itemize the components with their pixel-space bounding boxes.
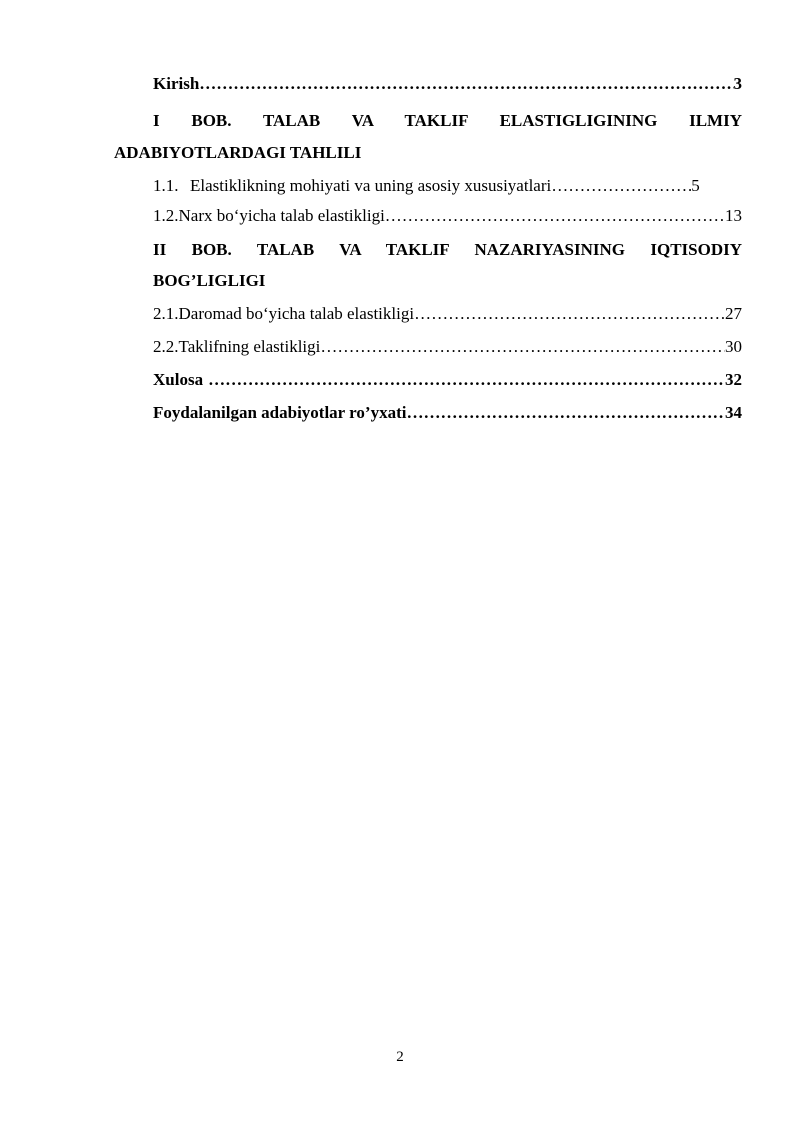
toc-leader-dots: [385, 205, 725, 227]
toc-entry-1-1: [153, 175, 742, 197]
toc-chapter-1-line1: I BOB. TALAB VA TAKLIF ELASTIGLIGINING ILMIY: [153, 111, 742, 130]
toc-leader-dots: [551, 175, 691, 197]
toc-entry-number: 2.1.: [153, 304, 179, 323]
toc-leader-dots: [320, 336, 725, 358]
toc-entry-page: 32: [725, 370, 742, 389]
toc-entry-number: 1.2.: [153, 206, 179, 225]
toc-entry-title: Taklifning elastikligi: [178, 337, 321, 356]
toc-entry-2-1: [153, 303, 742, 325]
toc-entry-number: 2.2.: [153, 337, 179, 356]
toc-leader-dots: [203, 369, 725, 391]
toc-chapter-2-line2: BOG’LIGLIGI: [153, 271, 266, 290]
toc-entry-references: [153, 402, 742, 424]
toc-entry-title: Narx bo‘yicha talab elastikligi: [178, 206, 385, 225]
toc-entry-1-2: [153, 205, 742, 227]
toc-chapter-1-line2: ADABIYOTLARDAGI TAHLILI: [114, 143, 362, 162]
toc-entry-title: Elastiklikning mohiyati va uning asosiy xususiyatlari: [190, 176, 552, 195]
toc-leader-dots: [406, 402, 725, 424]
toc-entry-title: Foydalanilgan adabiyotlar ro’yxati: [153, 403, 407, 422]
toc-entry-page: 27: [725, 304, 742, 323]
toc-entry-title: Kirish: [153, 74, 200, 93]
toc-entry-page: 13: [725, 206, 742, 225]
toc-chapter-2-line1: II BOB. TALAB VA TAKLIF NAZARIYASINING IQTISODIY: [153, 240, 742, 259]
toc-entry-title: Daromad bo‘yicha talab elastikligi: [178, 304, 415, 323]
toc-entry-page: 30: [725, 337, 742, 356]
toc-entry-intro: [153, 73, 742, 95]
toc-entry-conclusion: [153, 369, 742, 391]
toc-entry-page: 3: [733, 74, 742, 93]
toc-entry-page: 5: [691, 176, 700, 195]
toc-entry-number: 1.1.: [153, 176, 179, 195]
toc-entry-2-2: [153, 336, 742, 358]
page-number: 2: [396, 1049, 404, 1065]
toc-entry-title: Xulosa: [153, 370, 204, 389]
toc-leader-dots: [414, 303, 725, 325]
toc-leader-dots: [199, 73, 733, 95]
toc-entry-page: 34: [725, 403, 742, 422]
